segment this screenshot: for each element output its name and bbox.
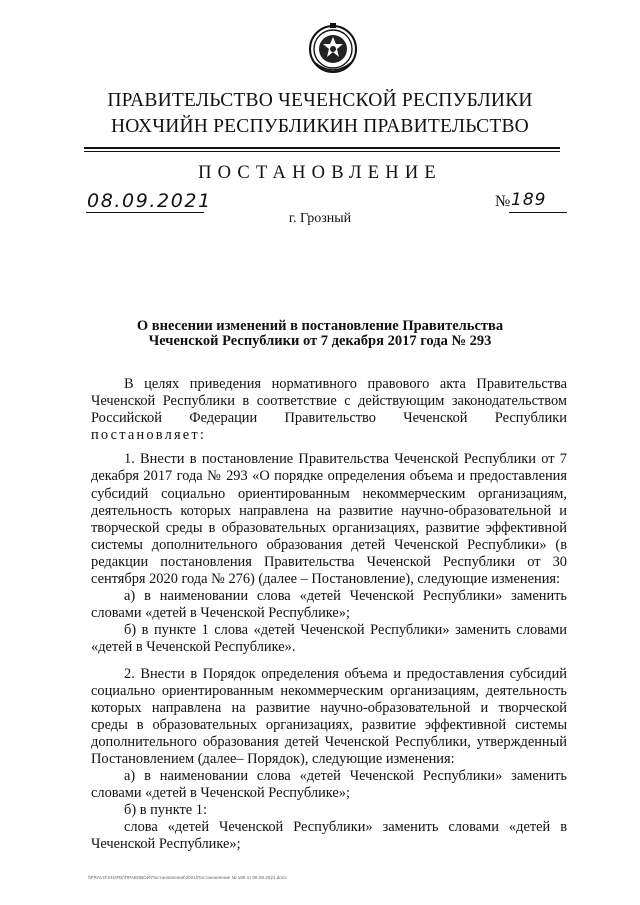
item-2b-paragraph: б) в пункте 1: — [124, 802, 207, 819]
document-type: ПОСТАНОВЛЕНИЕ — [198, 163, 442, 183]
resolves-word: постановляет: — [91, 427, 207, 444]
coat-of-arms-emblem — [308, 22, 358, 76]
city: г. Грозный — [288, 211, 352, 226]
document-number: 189 — [511, 190, 547, 210]
item-1b-paragraph: б) в пункте 1 слова «детей Чеченской Республики» заменить словами «детей в Чеченской Республике». — [91, 622, 567, 656]
intro-paragraph — [91, 376, 567, 444]
header-rule-thick — [84, 147, 560, 149]
file-path-footer: \\PRAVO\SHARE\ПРАВОВОЙ\Постановления\2021\Постановление № 189 от 08.09.2021.docx — [88, 875, 287, 880]
intro-text: В целях приведения нормативного правового акта Правительства Чеченской Республики в соответствие с действующим законодательством Российской Федерации Правительство Чеченской Республики — [91, 376, 567, 427]
number-prefix: № — [495, 193, 511, 210]
government-name-chechen: НОХЧИЙН РЕСПУБЛИКИН ПРАВИТЕЛЬСТВО — [111, 116, 529, 137]
document-date: 08.09.2021 — [87, 190, 212, 212]
item-1-paragraph: 1. Внести в постановление Правительства Чеченской Республики от 7 декабря 2017 года № 293 «О порядке определения объема и предоставления субсидий социально ориентированным некоммерческим организациям, деятельность которых направлена на развитие научно-образовательной и творческой среды в образовательных организациях, развитие эффективной системы дополнительного образования детей Чеченской Республики» (в редакции постановления Правительства Чеченской Республики от 30 сентября 2020 года № 276) (далее – Постановление), следующие изменения: — [91, 451, 567, 588]
document-body — [91, 376, 567, 854]
title-line-2: Чеченской Республики от 7 декабря 2017 года № 293 — [148, 333, 492, 349]
item-2-paragraph: 2. Внести в Порядок определения объема и предоставления субсидий социально ориентированным некоммерческим организациям, деятельность которых направлена на развитие научно-образовательной и творческой среды в образовательных организациях, развитие эффективной системы дополнительного образования детей Чеченской Республики, утвержденный Постановлением (далее– Порядок), следующие изменения: — [91, 665, 567, 767]
title-line-1: О внесении изменений в постановление Правительства — [136, 318, 504, 334]
item-1a-paragraph: а) в наименовании слова «детей Чеченской Республики» заменить словами «детей в Чеченской Республике»; — [91, 588, 567, 622]
header-rule-thin — [84, 151, 560, 152]
document-title — [110, 319, 530, 349]
item-2a-paragraph: а) в наименовании слова «детей Чеченской Республики» заменить словами «детей в Чеченской Республике»; — [91, 768, 567, 802]
government-name-russian: ПРАВИТЕЛЬСТВО ЧЕЧЕНСКОЙ РЕСПУБЛИКИ — [107, 90, 533, 111]
item-2b-text-paragraph: слова «детей Чеченской Республики» заменить словами «детей в Чеченской Республике»; — [91, 819, 567, 853]
